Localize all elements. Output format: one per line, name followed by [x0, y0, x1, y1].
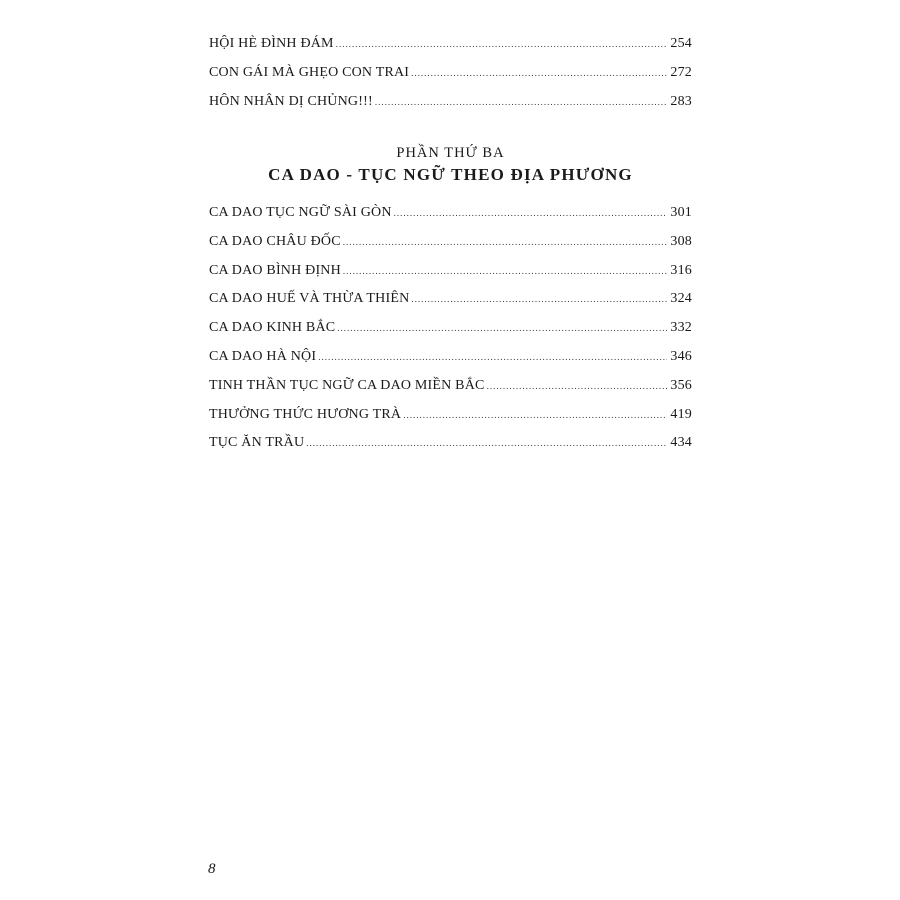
- toc-entry: [209, 291, 692, 320]
- toc-entry-page: 301: [670, 205, 692, 220]
- toc-entry: [209, 65, 692, 94]
- toc-entry-page: 254: [670, 36, 692, 51]
- dot-leader: [375, 97, 668, 107]
- dot-leader: [336, 39, 668, 49]
- toc-entry-page: 419: [670, 406, 692, 422]
- toc-entry-title: HỘI HÈ ĐÌNH ĐÁM: [209, 36, 334, 51]
- toc-entry-page: 272: [670, 64, 692, 80]
- toc-entry: [209, 94, 692, 123]
- toc-entry: [209, 263, 692, 292]
- dot-leader: [411, 68, 667, 78]
- toc-entry-page: 356: [670, 377, 692, 393]
- part-title: CA DAO - TỤC NGỮ THEO ĐỊA PHƯƠNG: [268, 165, 633, 184]
- toc-entry-title: HÔN NHÂN DỊ CHỦNG!!!: [209, 93, 373, 109]
- toc-entry: [209, 349, 692, 378]
- dot-leader: [306, 438, 667, 448]
- toc-entry-page: 332: [670, 320, 692, 336]
- toc-list-part3: [209, 205, 692, 464]
- toc-entry-title: TINH THẦN TỤC NGỮ CA DAO MIỀN BẮC: [209, 377, 485, 393]
- dot-leader: [394, 208, 668, 218]
- dot-leader: [343, 237, 668, 247]
- toc-entry: [209, 407, 692, 436]
- toc-entry-title: CA DAO CHÂU ĐỐC: [209, 233, 341, 249]
- dot-leader: [337, 323, 667, 333]
- toc-entry: [209, 36, 692, 65]
- dot-leader: [403, 410, 667, 420]
- toc-entry-page: 283: [670, 93, 692, 109]
- dot-leader: [411, 294, 667, 304]
- toc-entry-title: CA DAO TỤC NGỮ SÀI GÒN: [209, 205, 392, 220]
- toc-entry-title: THƯỞNG THỨC HƯƠNG TRÀ: [209, 406, 402, 422]
- toc-entry-page: 346: [670, 348, 692, 364]
- dot-leader: [343, 266, 667, 276]
- dot-leader: [318, 352, 667, 362]
- toc-entry-title: CA DAO HÀ NỘI: [209, 348, 317, 364]
- toc-entry-title: TỤC ĂN TRẦU: [209, 435, 305, 451]
- toc-entry: [209, 435, 692, 464]
- dot-leader: [487, 381, 668, 391]
- toc-entry-title: CON GÁI MÀ GHẸO CON TRAI: [209, 64, 410, 80]
- toc-entry-page: 324: [670, 291, 692, 307]
- toc-entry-page: 308: [670, 233, 692, 249]
- toc-entry-page: 434: [670, 435, 692, 451]
- toc-entry: [209, 205, 692, 234]
- toc-entry-title: CA DAO BÌNH ĐỊNH: [209, 262, 341, 278]
- toc-entry: [209, 378, 692, 407]
- toc-entry-page: 316: [670, 262, 692, 278]
- toc-entry: [209, 320, 692, 349]
- part-label: PHẦN THỨ BA: [396, 145, 505, 161]
- toc-entry: [209, 234, 692, 263]
- toc-entry-title: CA DAO HUẾ VÀ THỪA THIÊN: [209, 291, 410, 307]
- toc-entry-title: CA DAO KINH BẮC: [209, 320, 336, 336]
- toc-list-top: [209, 36, 692, 122]
- page-number: 8: [208, 861, 216, 877]
